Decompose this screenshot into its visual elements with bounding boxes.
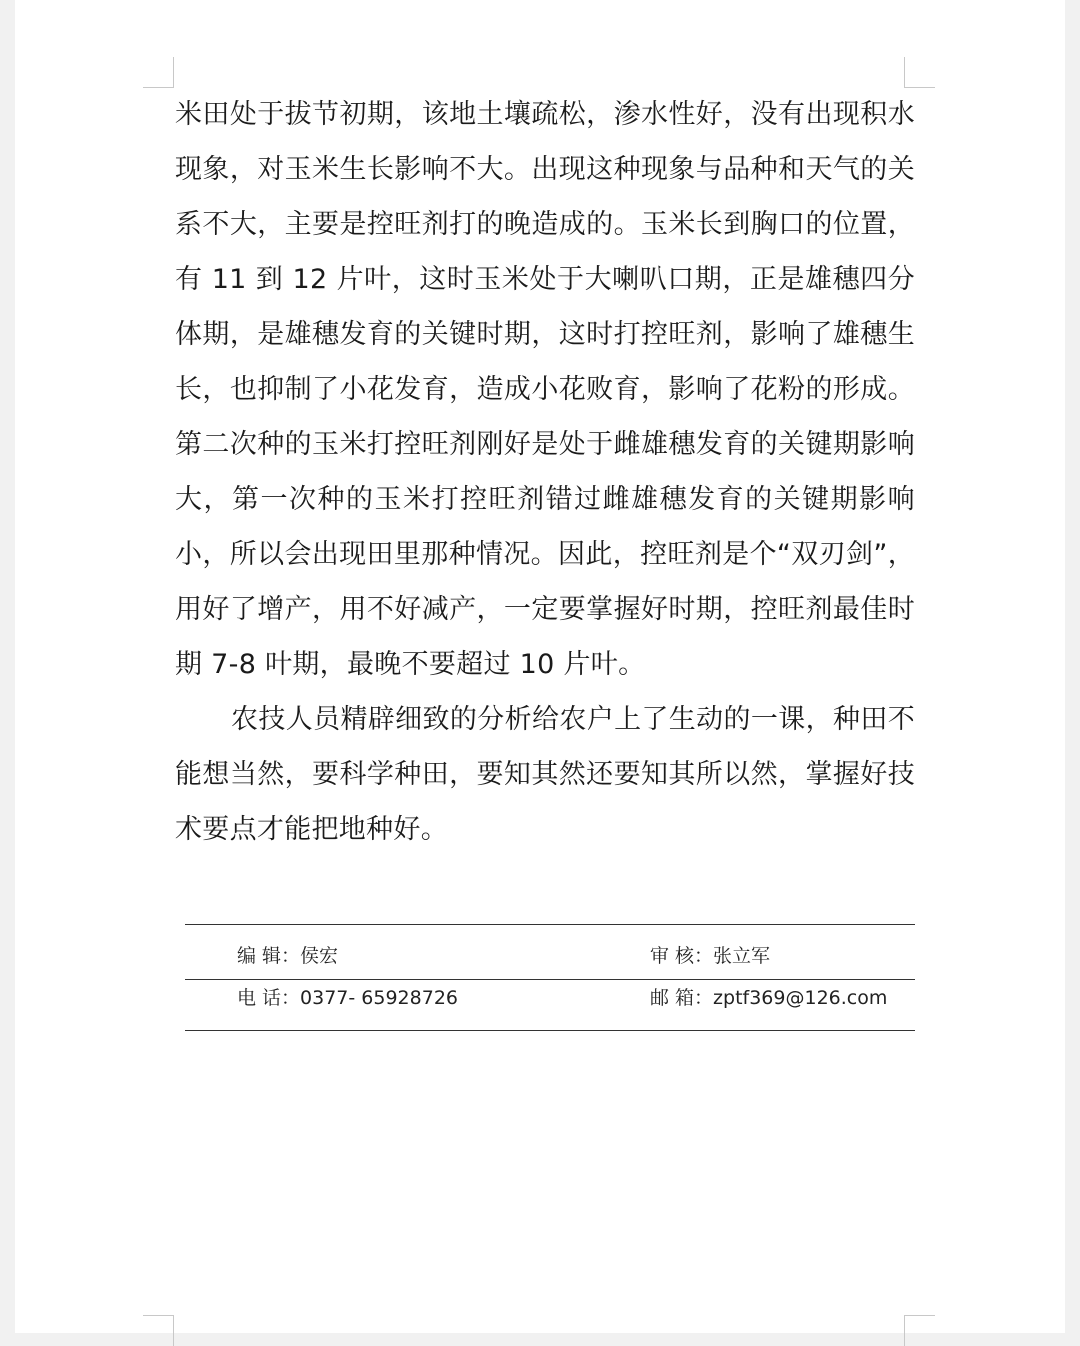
article-body: [175, 87, 915, 857]
crop-mark-bottom-right: [904, 1315, 935, 1346]
crop-mark-top-left: [143, 57, 174, 88]
footer-row-staff: [185, 925, 915, 979]
paragraph-analysis: 米田处于拔节初期，该地土壤疏松，渗水性好，没有出现积水现象，对玉米生长影响不大。出现这种现象与品种和天气的关系不大，主要是控旺剂打的晚造成的。玉米长到胸口的位置，有 11 到 12 片叶，这时玉米处于大喇叭口期，正是雄穗四分体期，是雄穗发育的关键时期，这时打控旺剂，影响了雄穗生长，也抑制了小花发育，造成小花败育，影响了花粉的形成。第二次种的玉米打控旺剂刚好是处于雌雄穗发育的关键期影响大，第一次种的玉米打控旺剂错过雌雄穗发育的关键期影响小，所以会出现田里那种情况。因此，控旺剂是个“双刃剑”，用好了增产，用不好减产，一定要掌握好时期，控旺剂最佳时期 7-8 叶期，最晚不要超过 10 片叶。: [175, 99, 915, 680]
paragraph-conclusion: 农技人员精辟细致的分析给农户上了生动的一课，种田不能想当然，要科学种田，要知其然还要知其所以然，掌握好技术要点才能把地种好。: [175, 704, 915, 845]
crop-mark-top-right: [904, 57, 935, 88]
email-label: 邮 箱：zptf369@126.com: [650, 987, 888, 1009]
footer-row-contact: [185, 980, 915, 1030]
footer-info-block: [185, 924, 915, 1031]
editor-label: 编 辑：侯宏: [237, 945, 339, 967]
phone-label: 电 话：0377- 65928726: [237, 987, 458, 1009]
crop-mark-bottom-left: [143, 1315, 174, 1346]
footer-rule-bottom: [185, 1030, 915, 1031]
reviewer-label: 审 核：张立军: [650, 945, 771, 967]
document-page: [15, 0, 1065, 1333]
